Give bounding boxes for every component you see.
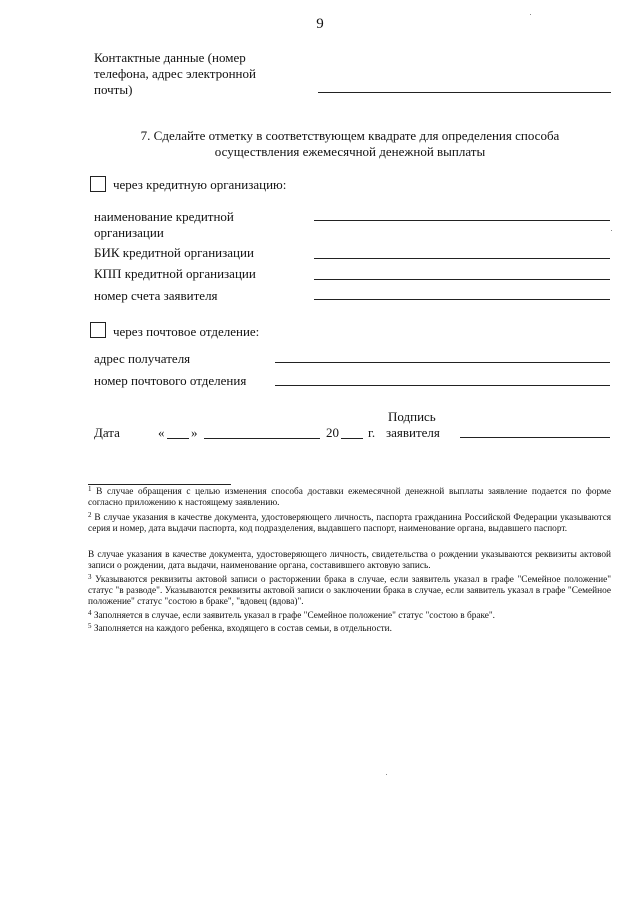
date-year-prefix: 20 — [326, 425, 339, 440]
contact-input-line[interactable] — [318, 92, 611, 93]
footnote-mark: 3 — [88, 573, 92, 581]
credit-org-name-input-line[interactable] — [314, 220, 610, 221]
footnote-text: Заполняется в случае, если заявитель указал в графе "Семейное положение" статус "состою в браке". — [93, 611, 495, 621]
footnote-mark: 4 — [88, 609, 92, 617]
footnote-mark: 1 — [88, 485, 92, 493]
contact-label-line2: телефона, адрес электронной — [94, 66, 256, 81]
footnote-text: В случае обращения с целью изменения способа доставки ежемесячной денежной выплаты заявление подается по форме согласно приложению к настоящему заявлению. — [88, 487, 611, 508]
section7-heading — [80, 128, 620, 160]
date-month-input-line[interactable] — [204, 438, 320, 439]
footnote-text: Указываются реквизиты актовой записи о расторжении брака в случае, если заявитель указал в графе "Семейное положение" статус "в разводе". Указываются реквизиты актовой записи о заключении брака в случае, если заявитель указал в графе "Семейное положение" статус "состою в браке", "вдовец (вдова)". — [88, 575, 611, 607]
contact-label-line1: Контактные данные (номер — [94, 50, 246, 65]
recipient-address-input-line[interactable] — [275, 362, 610, 363]
date-year-input-line[interactable] — [341, 438, 363, 439]
footnote-2-continued — [88, 550, 611, 572]
signature-label — [386, 409, 440, 441]
footnote-separator — [88, 484, 231, 485]
contact-label-line3: почты) — [94, 82, 133, 97]
contact-label — [94, 50, 314, 98]
account-input-line[interactable] — [314, 299, 610, 300]
credit-org-name-label-line1: наименование кредитной — [94, 209, 234, 224]
date-year-suffix: г. — [368, 425, 376, 440]
recipient-address-label: адрес получателя — [94, 351, 191, 366]
footnote-5 — [88, 624, 611, 635]
footnote-3 — [88, 575, 611, 608]
account-label: номер счета заявителя — [94, 288, 218, 303]
bik-input-line[interactable] — [314, 258, 610, 259]
credit-org-checkbox[interactable] — [90, 176, 106, 192]
footnote-text: В случае указания в качестве документа, удостоверяющего личность, паспорта гражданина Российской Федерации указываются серия и номер, дата выдачи паспорта, код подразделения, выдавшего паспорт, наименование органа, выдавшего паспорт. — [88, 513, 611, 534]
post-office-number-label: номер почтового отделения — [94, 373, 247, 388]
signature-label-line1: Подпись — [388, 409, 436, 424]
scan-speck — [386, 774, 387, 775]
date-quote-open: « — [158, 425, 165, 440]
footnote-text: Заполняется на каждого ребенка, входящего в состав семьи, в отдельности. — [93, 624, 392, 634]
footnote-text: В случае указания в качестве документа, удостоверяющего личность, свидетельства о рождении указываются реквизиты актовой записи о рождении, дата выдачи, наименование органа, составившего актовую запись. — [88, 550, 611, 571]
signature-input-line[interactable] — [460, 437, 610, 438]
bik-label: БИК кредитной организации — [94, 245, 254, 260]
section7-heading-line2: осуществления ежемесячной денежной выплаты — [214, 144, 486, 159]
date-day-input-line[interactable] — [167, 438, 189, 439]
signature-label-line2: заявителя — [386, 425, 440, 440]
kpp-label: КПП кредитной организации — [94, 266, 256, 281]
credit-org-name-label-line2: организации — [94, 225, 164, 240]
page-number: 9 — [316, 16, 324, 32]
credit-org-option-label: через кредитную организацию: — [113, 177, 287, 192]
footnote-2 — [88, 513, 611, 535]
post-office-option-label: через почтовое отделение: — [113, 324, 260, 339]
kpp-input-line[interactable] — [314, 279, 610, 280]
scan-speck — [611, 230, 612, 231]
section7-heading-line1: 7. Сделайте отметку в соответствующем квадрате для определения способа — [140, 128, 560, 143]
post-office-number-input-line[interactable] — [275, 385, 610, 386]
date-quote-close: » — [191, 425, 198, 440]
scan-speck — [530, 14, 531, 15]
footnote-mark: 5 — [88, 622, 92, 630]
date-label: Дата — [94, 425, 120, 440]
footnote-4 — [88, 611, 611, 622]
footnote-mark: 2 — [88, 511, 92, 519]
credit-org-name-label — [94, 209, 234, 241]
footnote-1 — [88, 487, 611, 509]
post-office-checkbox[interactable] — [90, 322, 106, 338]
